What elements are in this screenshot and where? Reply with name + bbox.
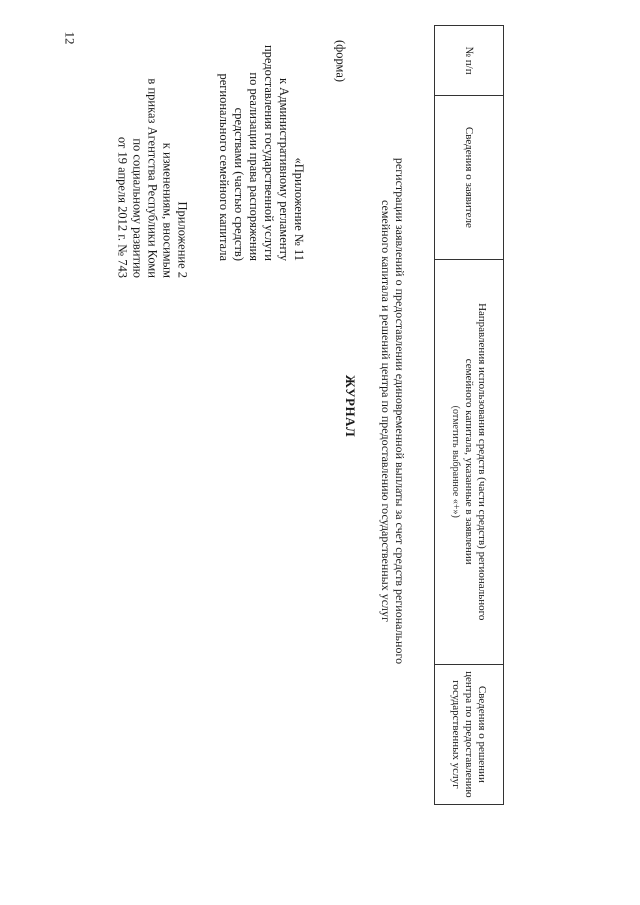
reglament-line: к Административному регламенту xyxy=(277,77,291,261)
journal-title: ЖУРНАЛ xyxy=(343,374,358,438)
journal-subtitle xyxy=(379,61,407,761)
decision-line: государственных услуг xyxy=(450,680,463,789)
page-number: 12 xyxy=(62,31,78,45)
reglament-line: по реализации права распоряжения xyxy=(247,72,261,261)
reglament-header xyxy=(216,31,306,261)
appendix-header xyxy=(115,28,190,278)
appendix-date: от 19 апреля 2012 г. № 743 xyxy=(115,136,130,278)
table-header-applicant: Сведения о заявителе xyxy=(435,96,504,260)
forma-label: (форма) xyxy=(333,39,348,83)
directions-note: (отметить выбранное «+») xyxy=(450,405,462,518)
journal-subtitle-line: семейного капитала и решений центра по предоставлению государственных услуг xyxy=(379,200,393,622)
appendix-title: Приложение 2 xyxy=(175,201,190,278)
decision-line: Сведения о решении xyxy=(476,685,489,783)
journal-table xyxy=(434,25,504,805)
table-header-number: № п/п xyxy=(435,26,504,96)
journal-subtitle-line: регистрации заявлений о предоставлении единовременной выплаты за счет средств регионального xyxy=(393,157,407,665)
directions-line: семейного капитала, указанные в заявлении xyxy=(463,358,476,565)
reglament-line: средствами (частью средств) xyxy=(232,107,246,261)
reglament-line: регионального семейного капитала xyxy=(217,73,231,261)
directions-line: Направления использования средств (части средств) регионального xyxy=(476,303,489,621)
decision-line: центра по предоставлению xyxy=(463,671,476,798)
appendix-line: по социальному развитию xyxy=(130,138,145,278)
table-header-decision xyxy=(435,664,504,804)
reglament-line: предоставления государственной услуги xyxy=(262,44,276,261)
reglament-title: «Приложение № 11 xyxy=(292,157,306,261)
appendix-line: в приказ Агентства Республики Коми xyxy=(145,78,160,278)
table-header-directions xyxy=(435,259,504,664)
table-header-row xyxy=(435,26,504,805)
appendix-line: к изменениям, вносимым xyxy=(160,142,175,278)
